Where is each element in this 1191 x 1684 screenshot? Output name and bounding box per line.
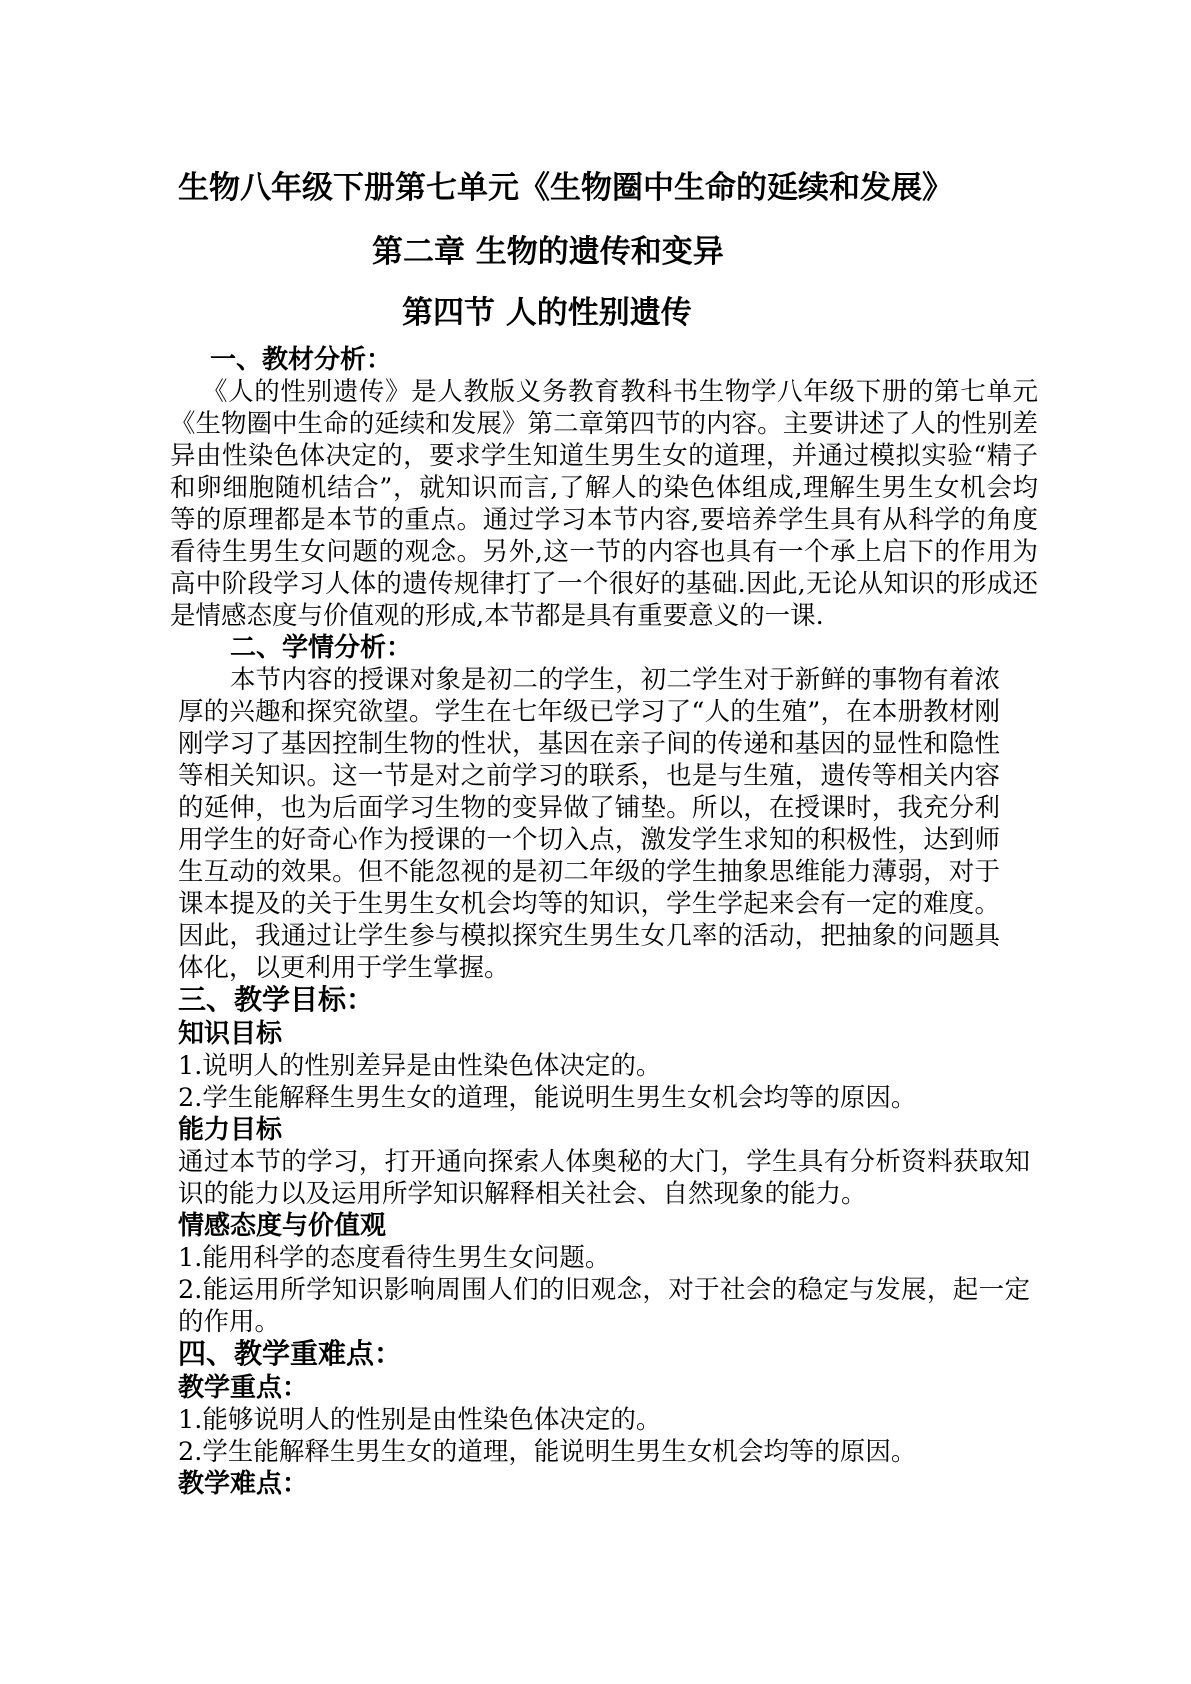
- emotion-objective-1: 1.能用科学的态度看待生男生女问题。: [178, 1243, 611, 1273]
- heading-key-difficult-points: 四、教学重难点：: [178, 1337, 403, 1370]
- emotion-objective-2: 2.能运用所学知识影响周围人们的旧观念，对于社会的稳定与发展，起一定的作用。: [178, 1275, 1030, 1337]
- section-title: 第四节 人的性别遗传: [402, 295, 692, 331]
- knowledge-objective-2: 2.学生能解释生男生女的道理，能说明生男生女机会均等的原因。: [178, 1083, 917, 1113]
- subheading-difficult-points: 教学难点：: [178, 1469, 309, 1499]
- ability-objective-paragraph: 通过本节的学习，打开通向探索人体奥秘的大门，学生具有分析资料获取知识的能力以及运用所学知识解释相关社会、自然现象的能力。: [178, 1147, 1030, 1209]
- knowledge-objective-1: 1.说明人的性别差异是由性染色体决定的。: [178, 1051, 662, 1081]
- chapter-title: 第二章 生物的遗传和变异: [372, 234, 724, 270]
- subheading-key-points: 教学重点：: [178, 1373, 309, 1403]
- heading-textbook-analysis: 一、教材分析：: [210, 345, 393, 375]
- document-title: 生物八年级下册第七单元《生物圈中生命的延续和发展》: [178, 170, 953, 206]
- textbook-analysis-paragraph: 《人的性别遗传》是人教版义务教育教科书生物学八年级下册的第七单元《生物圈中生命的延续和发展》第二章第四节的内容。主要讲述了人的性别差异由性染色体决定的，要求学生知道生男生女的道理，并通过模拟实验“精子和卵细胞随机结合”，就知识而言,了解人的染色体组成,理解生男生女机会均等的原理都是本节的重点。通过学习本节内容,要培养学生具有从科学的角度看待生男生女问题的观念。另外,这一节的内容也具有一个承上启下的作用为高中阶段学习人体的遗传规律打了一个很好的基础.因此,无论从知识的形成还是情感态度与价值观的形成,本节都是具有重要意义的一课.: [170, 377, 1038, 631]
- heading-teaching-objectives: 三、教学目标：: [178, 983, 375, 1016]
- subheading-knowledge-objectives: 知识目标: [178, 1019, 283, 1049]
- subheading-ability-objectives: 能力目标: [178, 1115, 283, 1145]
- heading-student-analysis: 二、学情分析：: [230, 633, 413, 663]
- key-point-1: 1.能够说明人的性别是由性染色体决定的。: [178, 1405, 662, 1435]
- key-point-2: 2.学生能解释生男生女的道理，能说明生男生女机会均等的原因。: [178, 1437, 917, 1467]
- document-body: [170, 344, 1038, 1500]
- subheading-emotion-values: 情感态度与价值观: [178, 1211, 387, 1241]
- student-analysis-paragraph: 本节内容的授课对象是初二的学生，初二学生对于新鲜的事物有着浓厚的兴趣和探究欲望。学生在七年级已学习了“人的生殖”，在本册教材刚刚学习了基因控制生物的性状，基因在亲子间的传递和基因的显性和隐性等相关知识。这一节是对之前学习的联系，也是与生殖，遗传等相关内容的延伸，也为后面学习生物的变异做了铺垫。所以，在授课时，我充分利用学生的好奇心作为授课的一个切入点，激发学生求知的积极性，达到师生互动的效果。但不能忽视的是初二年级的学生抽象思维能力薄弱，对于课本提及的关于生男生女机会均等的知识，学生学起来会有一定的难度。因此，我通过让学生参与模拟探究生男生女几率的活动，把抽象的问题具体化，以更利用于学生掌握。: [178, 665, 1000, 983]
